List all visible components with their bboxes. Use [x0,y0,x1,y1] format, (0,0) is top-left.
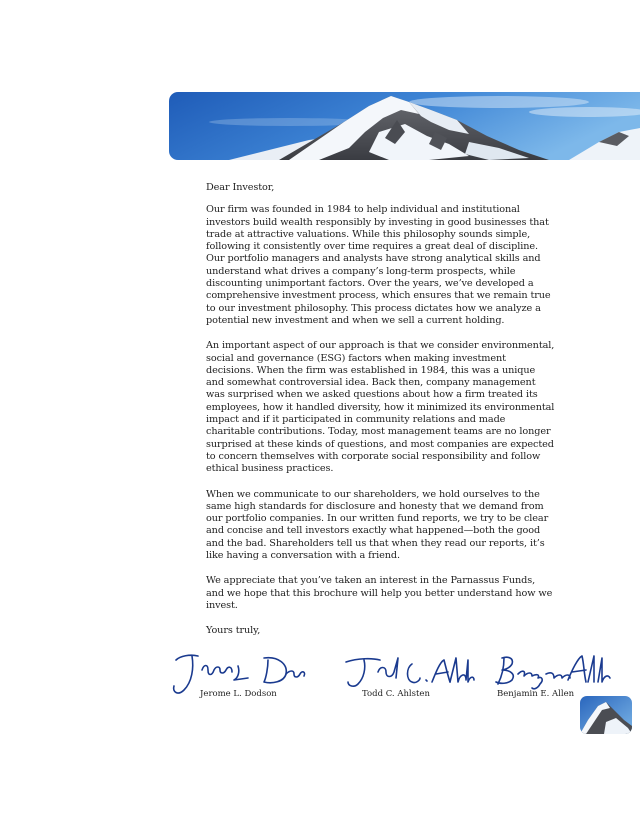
letter-greeting: Dear Investor, [206,182,275,193]
letter-paragraph-1: Our firm was founded in 1984 to help individual and institutional investors build wealth responsibly by investing in good businesses that trade at attractive valuations. While this philosophy sounds simple, following it consistently over time requires a great deal of discipline. Our portfolio managers and analysts have strong analytical skills and understand what drives a company’s long-term prospects, while discounting unimportant factors. Over the years, we’ve developed a comprehensive investment process, which ensures that we remain true to our investment philosophy. This process dictates how we analyze a potential new investment and when we sell a current holding. [206,204,551,326]
signatory-name-1: Jerome L. Dodson [200,689,277,699]
letter-body [206,182,556,638]
mountain-thumbnail-image [580,696,632,734]
signature-benjamin-allen [496,656,610,689]
mountain-banner-image [169,92,640,160]
signatory-name-3: Benjamin E. Allen [497,689,575,699]
letter-closing: Yours truly, [206,625,261,637]
letter-paragraph-3: When we communicate to our shareholders, we hold ourselves to the same high standards for disclosure and honesty that we demand from our portfolio companies. In our written fund reports, we try to be clear and concise and tell investors exactly what happened—both the good and the bad. Shareholders tell us that when they read our reports, it’s like having a conversation with a friend. [206,488,549,562]
letter-paragraph-4: We appreciate that you’ve taken an interest in the Parnassus Funds, and we hope that this brochure will help you better understand how we invest. [206,575,553,611]
signatory-name-2: Todd C. Ahlsten [362,689,430,699]
letter-paragraph-2: An important aspect of our approach is that we consider environmental, social and governance (ESG) factors when making investment decisions. When the firm was established in 1984, this was a unique and somewhat controversial idea. Back then, company management was surprised when we asked questions about how a firm treated its employees, how it handled diversity, how it minimized its environmental impact and if it participated in community relations and made charitable contributions. Today, most management teams are no longer surprised at these kinds of questions, and most companies are expected to concern themselves with corporate social responsibility and follow ethical business practices. [206,340,555,475]
signature-todd-ahlsten [346,658,474,686]
signature-jerome-dodson [174,655,305,693]
